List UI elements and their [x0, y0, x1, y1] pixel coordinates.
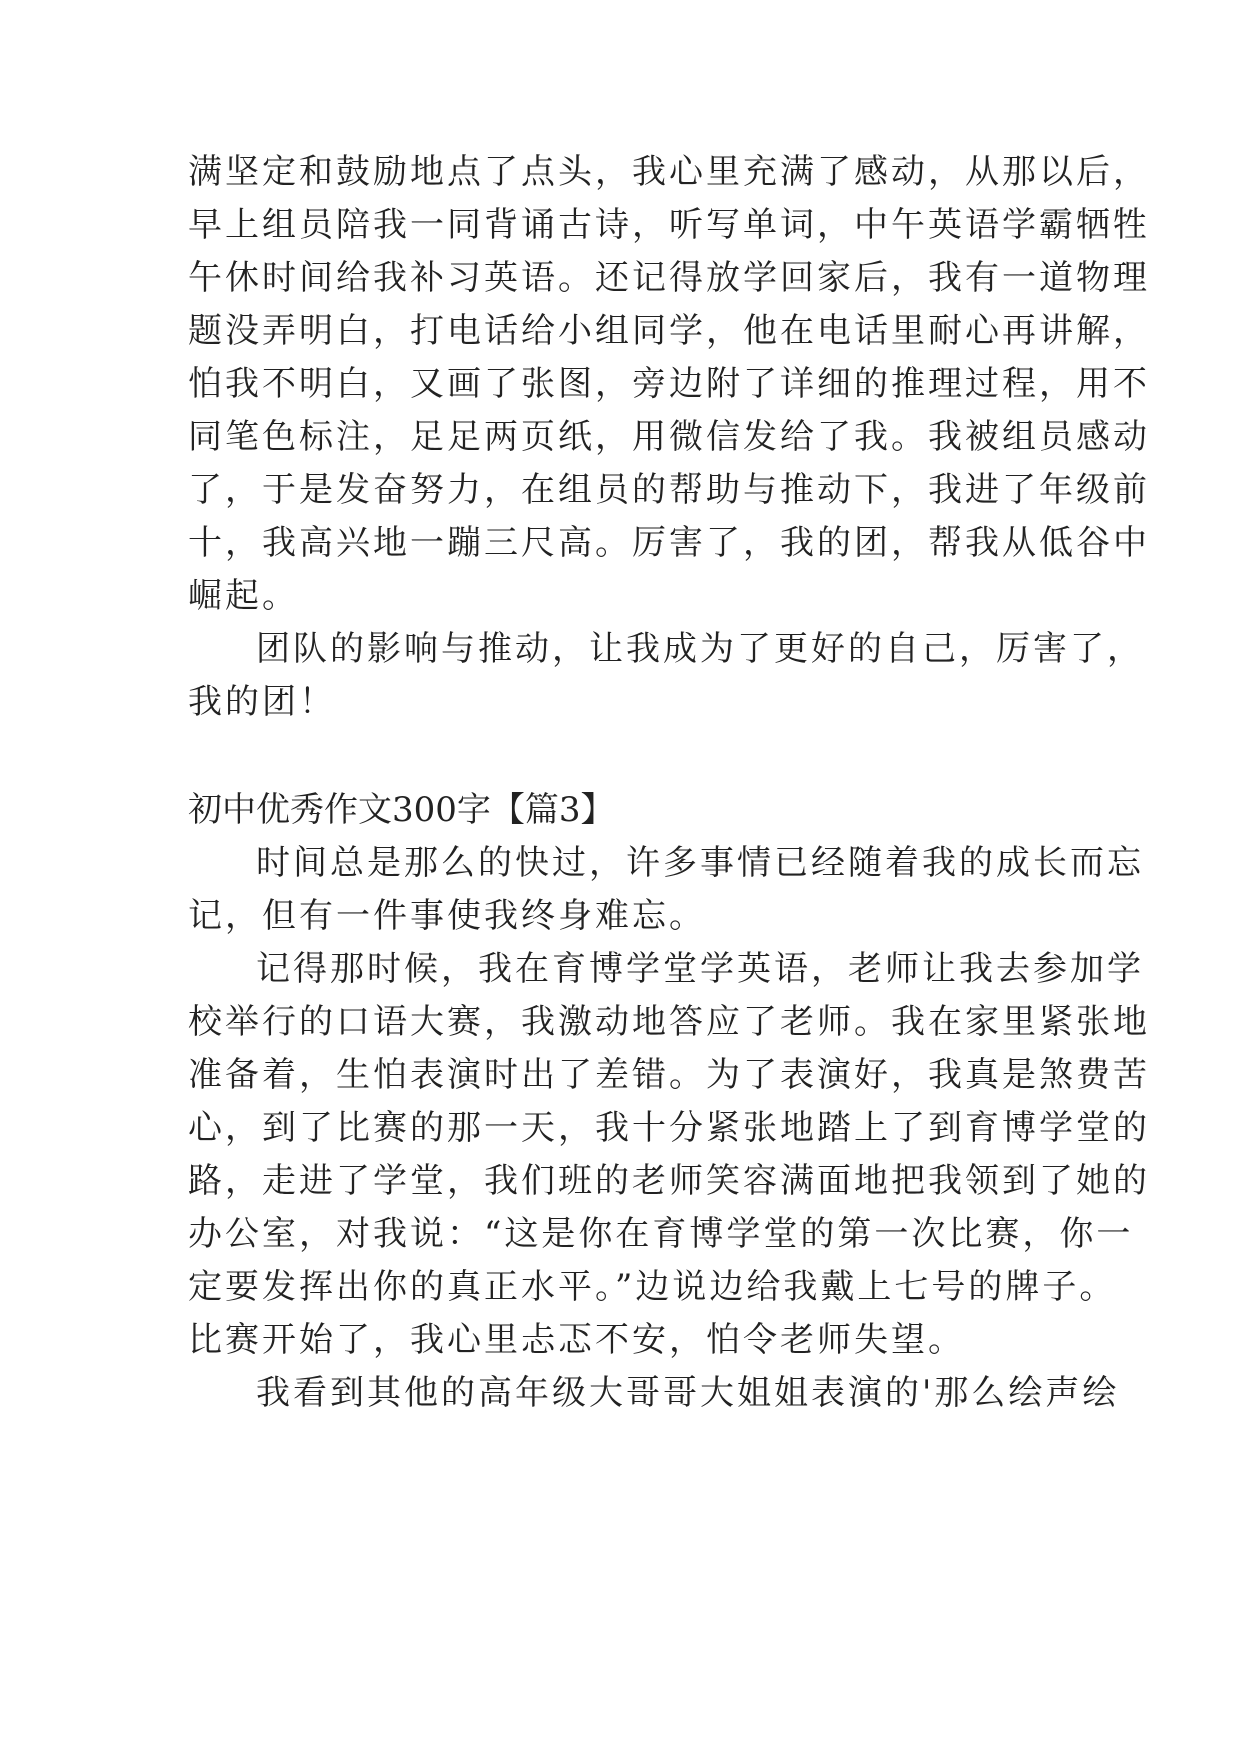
- text-line: 满坚定和鼓励地点了点头，我心里充满了感动，从那以后，: [188, 152, 1150, 192]
- text-line: 准备着，生怕表演时出了差错。为了表演好，我真是煞费苦: [188, 1055, 1150, 1095]
- text-line: 崛起。: [188, 576, 299, 616]
- section-title: 初中优秀作文300字【篇3】: [188, 790, 615, 830]
- text-line: 路，走进了学堂，我们班的老师笑容满面地把我领到了她的: [188, 1161, 1150, 1201]
- paragraph-first-line: 团队的影响与推动，让我成为了更好的自己，厉害了，: [256, 629, 1144, 669]
- text-line: 比赛开始了，我心里忐忑不安，怕令老师失望。: [188, 1320, 965, 1360]
- text-line: 定要发挥出你的真正水平。”边说边给我戴上七号的牌子。: [188, 1267, 1117, 1307]
- text-line: 十，我高兴地一蹦三尺高。厉害了，我的团，帮我从低谷中: [188, 523, 1150, 563]
- text-line: 了，于是发奋努力，在组员的帮助与推动下，我进了年级前: [188, 470, 1150, 510]
- text-line: 心，到了比赛的那一天，我十分紧张地踏上了到育博学堂的: [188, 1108, 1150, 1148]
- paragraph-first-line: 我看到其他的高年级大哥哥大姐姐表演的'那么绘声绘: [256, 1373, 1120, 1413]
- text-line: 同笔色标注，足足两页纸，用微信发给了我。我被组员感动: [188, 417, 1150, 457]
- text-line: 午休时间给我补习英语。还记得放学回家后，我有一道物理: [188, 258, 1150, 298]
- paragraph-first-line: 时间总是那么的快过，许多事情已经随着我的成长而忘: [256, 843, 1144, 883]
- text-line: 记，但有一件事使我终身难忘。: [188, 896, 706, 936]
- text-line: 校举行的口语大赛，我激动地答应了老师。我在家里紧张地: [188, 1002, 1150, 1042]
- text-line: 怕我不明白，又画了张图，旁边附了详细的推理过程，用不: [188, 364, 1150, 404]
- text-line: 早上组员陪我一同背诵古诗，听写单词，中午英语学霸牺牲: [188, 205, 1150, 245]
- paragraph-first-line: 记得那时候，我在育博学堂学英语，老师让我去参加学: [256, 949, 1144, 989]
- text-line: 我的团！: [188, 682, 336, 722]
- text-line: 办公室，对我说：“这是你在育博学堂的第一次比赛，你一: [188, 1214, 1134, 1254]
- text-line: 题没弄明白，打电话给小组同学，他在电话里耐心再讲解，: [188, 311, 1150, 351]
